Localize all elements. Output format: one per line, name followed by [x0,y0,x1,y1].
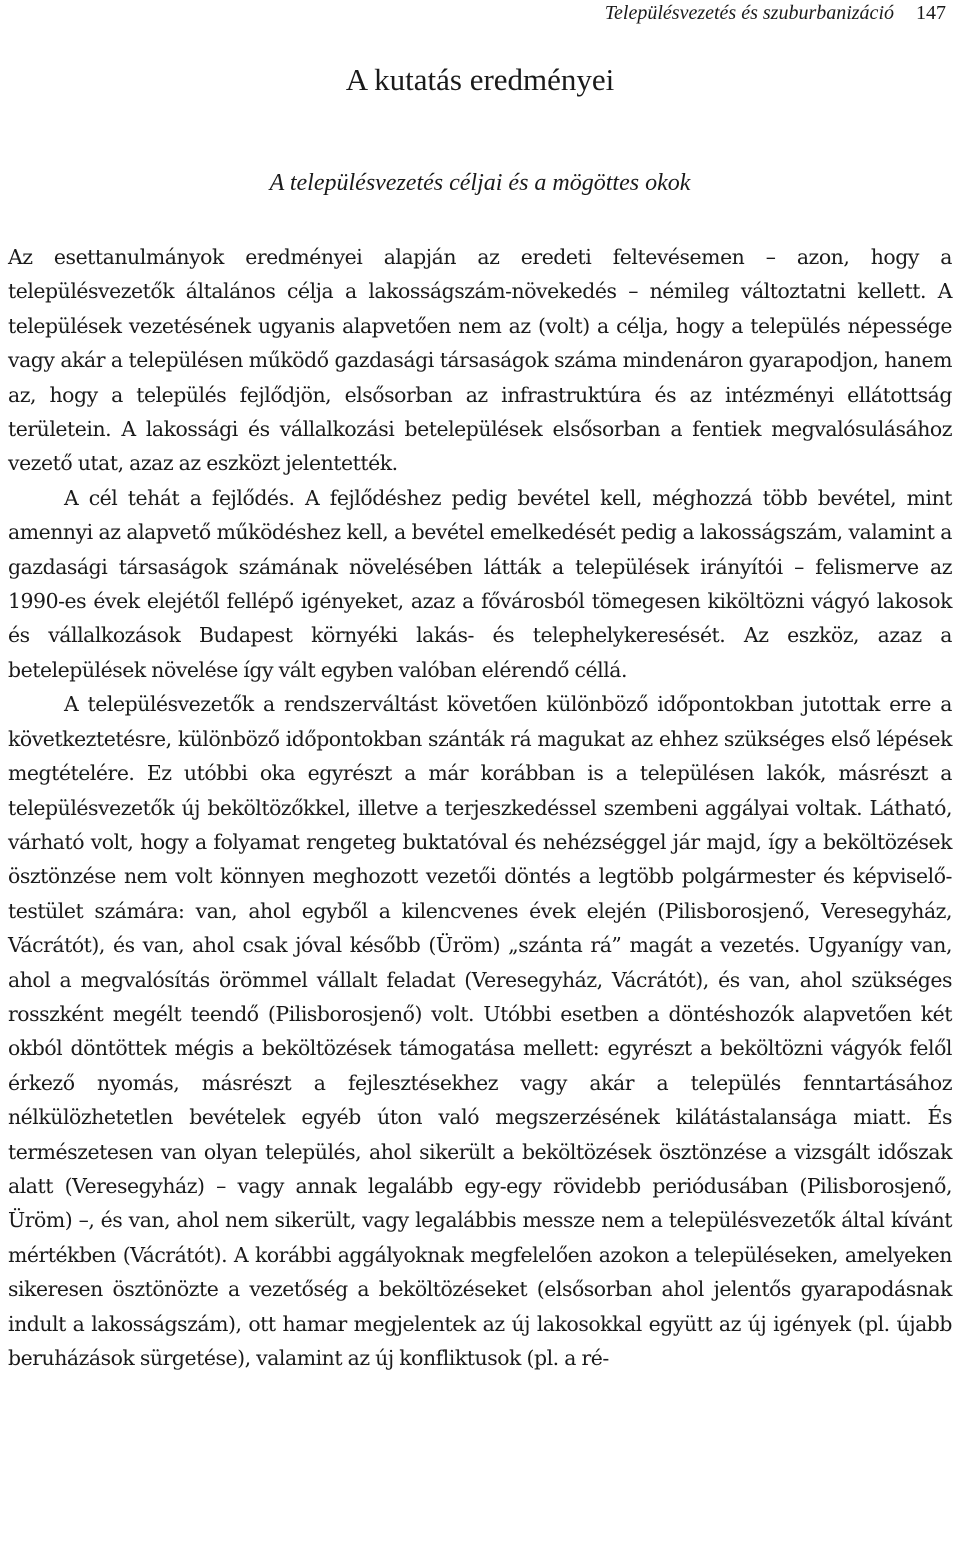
paragraph-3: A településvezetők a rendszerváltást követően különböző időpontokban jutottak erre a következtetésre, különböző időpontokban szánták rá magukat az ehhez szükséges első lépések megtételére. Ez utóbbi oka egyrészt a már korábban is a településen lakók, másrészt a településvezetők új beköltözőkkel, illetve a terjeszkedéssel szembeni aggályai voltak. Látható, várható volt, hogy a folyamat rengeteg buktatóval és nehézséggel jár majd, így a beköltözések ösztönzése nem volt könnyen meghozott vezetői döntés a legtöbb polgármester és képviselő-testület számára: van, ahol egyből a kilencvenes évek elején (Pilisborosjenő, Veresegyház, Vácrátót), és van, ahol csak jóval később (Üröm) „szánta rá” magát a vezetés. Ugyanígy van, ahol a megvalósítás örömmel vállalt feladat (Veresegyház, Vácrátót), és van, ahol szükséges rosszként megélt teendő (Pilisborosjenő) volt. Utóbbi esetben a döntéshozók alapvetően két okból döntöttek mégis a beköltözések támogatása mellett: egyrészt a beköltözni vágyók felől érkező nyomás, másrészt a fejlesztésekhez vagy akár a település fenntartásához nélkülözhetetlen bevételek egyéb úton való megszerzésének kilátástalansága miatt. És természetesen van olyan település, ahol sikerült a beköltözések ösztönzése a vizsgált időszak alatt (Veresegyház) – vagy annak legalább egy-egy rövidebb periódusában (Pilisborosjenő, Üröm) –, és van, ahol nem sikerült, vagy legalábbis messze nem a településvezetők által kívánt mértékben (Vácrátót). A korábbi aggályoknak megfelelően azokon a településeken, amelyeken sikeresen ösztönözte a vezetőség a beköltözéseket (elsősorban ahol jelentős gyarapodásnak indult a lakosságszám), ott hamar megjelentek az új lakosokkal együtt az új igények (pl. újabb beruházások sürgetése), valamint az új konfliktusok (pl. a ré- [8,692,952,1370]
section-title: A településvezetés céljai és a mögöttes okok [269,170,691,196]
paragraph-2: A cél tehát a fejlődés. A fejlődéshez pedig bevétel kell, méghozzá több bevétel, mint amennyi az alapvető működéshez kell, a bevétel emelkedését pedig a lakosságszám, valamint a gazdasági társaságok számának növelésében látták a települések irányítói – felismerve az 1990-es évek elejétől fellépő igényeket, azaz a fővárosból tömegesen kiköltözni vágyó lakosok és vállalkozások Budapest környéki lakás- és telephelykeresését. Az eszköz, azaz a betelepülések növelése így vált egyben valóban elérendő céllá. [8,485,952,682]
chapter-title: A kutatás eredményei [345,62,615,97]
paragraph-1: Az esettanulmányok eredményei alapján az eredeti feltevésemen – azon, hogy a településvezetők általános célja a lakosságszám-növekedés – némileg változtatni kellett. A települések vezetésének ugyanis alapvetően nem az (volt) a célja, hogy a település népessége vagy akár a településen működő gazdasági társaságok száma mindenáron gyarapodjon, hanem az, hogy a település fejlődjön, elsősorban az infrastruktúra és az intézményi ellátottság területein. A lakossági és vállalkozási betelepülések elsősorban a fentiek megvalósulásához vezető utat, azaz az eszközt jelentették. [8,245,952,476]
running-head-title: Településvezetés és szuburbanizáció [604,2,894,24]
running-head [0,0,960,26]
body-text [8,240,952,1375]
page-number: 147 [916,2,946,24]
